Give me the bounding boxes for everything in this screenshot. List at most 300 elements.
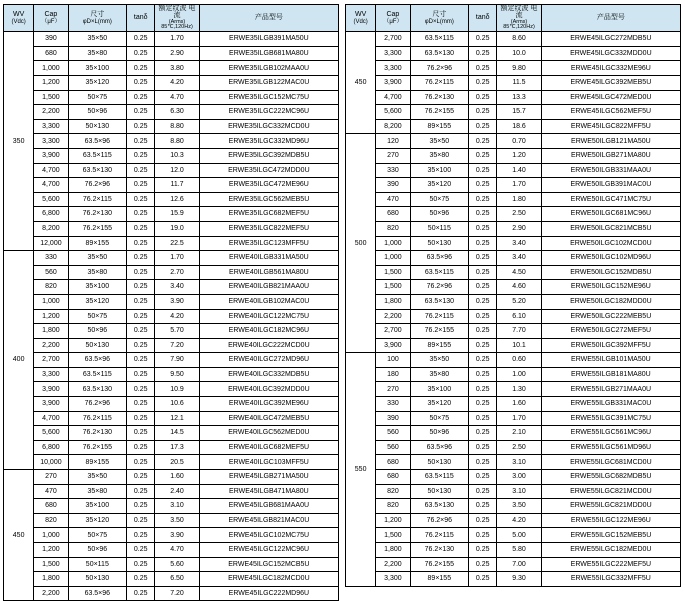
- ripple-current-cell: 11.7: [155, 178, 199, 193]
- table-row: [4, 119, 339, 134]
- voltage-group-cell: 350: [4, 32, 34, 251]
- cap-cell: 8,200: [376, 119, 410, 134]
- tan-delta-cell: 0.25: [469, 105, 497, 120]
- size-cell: 76.2×115: [68, 192, 127, 207]
- size-cell: 76.2×96: [410, 513, 469, 528]
- ripple-current-cell: 7.70: [497, 324, 541, 339]
- header-wv-unit: (Vdc): [11, 18, 26, 25]
- part-number-cell: ERWE40ILGC272MD96U: [199, 353, 338, 368]
- table-row: [4, 528, 339, 543]
- size-cell: 35×80: [68, 265, 127, 280]
- cap-cell: 1,000: [34, 294, 68, 309]
- cap-cell: 270: [376, 382, 410, 397]
- ripple-current-cell: 3.90: [155, 528, 199, 543]
- part-number-cell: ERWE35ILGC152MC75U: [199, 90, 338, 105]
- table-row: [4, 134, 339, 149]
- tan-delta-cell: 0.25: [469, 470, 497, 485]
- cap-cell: 1,200: [376, 513, 410, 528]
- size-cell: 50×96: [68, 324, 127, 339]
- ripple-current-cell: 6.50: [155, 572, 199, 587]
- ripple-current-cell: 6.30: [155, 105, 199, 120]
- table-row: [4, 324, 339, 339]
- cap-cell: 5,600: [34, 192, 68, 207]
- tan-delta-cell: 0.25: [469, 324, 497, 339]
- table-row: [4, 46, 339, 61]
- tan-delta-cell: 0.25: [469, 557, 497, 572]
- part-number-cell: ERWE40ILGC122MC75U: [199, 309, 338, 324]
- part-number-cell: ERWE45ILGC102MC75U: [199, 528, 338, 543]
- part-number-cell: ERWE40ILGC562MED0U: [199, 426, 338, 441]
- tan-delta-cell: 0.25: [127, 411, 155, 426]
- tan-delta-cell: 0.25: [469, 426, 497, 441]
- cap-cell: 390: [376, 411, 410, 426]
- cap-cell: 4,700: [34, 163, 68, 178]
- part-number-cell: ERWE45ILGC222MD96U: [199, 586, 338, 601]
- size-cell: 35×50: [410, 353, 469, 368]
- part-number-cell: ERWE55ILGC681MCD0U: [541, 455, 680, 470]
- part-number-cell: ERWE55ILGB331MAC0U: [541, 397, 680, 412]
- table-header-left: [4, 5, 339, 32]
- part-number-cell: ERWE55ILGC821MCD0U: [541, 484, 680, 499]
- size-cell: 63.5×115: [68, 148, 127, 163]
- ripple-current-cell: 5.20: [497, 294, 541, 309]
- part-number-cell: ERWE35ILGC472MDD0U: [199, 163, 338, 178]
- table-row: [346, 528, 681, 543]
- size-cell: 63.5×130: [68, 163, 127, 178]
- part-number-cell: ERWE55ILGB271MAA0U: [541, 382, 680, 397]
- tan-delta-cell: 0.25: [469, 572, 497, 587]
- cap-cell: 560: [376, 440, 410, 455]
- tan-delta-cell: 0.25: [127, 338, 155, 353]
- ripple-current-cell: 2.40: [155, 484, 199, 499]
- tan-delta-cell: 0.25: [469, 265, 497, 280]
- ripple-current-cell: 12.6: [155, 192, 199, 207]
- part-number-cell: ERWE40ILGB561MA80U: [199, 265, 338, 280]
- size-cell: 76.2×96: [68, 397, 127, 412]
- cap-cell: 560: [34, 265, 68, 280]
- ripple-current-cell: 1.30: [497, 382, 541, 397]
- tan-delta-cell: 0.25: [469, 499, 497, 514]
- part-number-cell: ERWE45ILGC472MED0U: [541, 90, 680, 105]
- cap-cell: 1,500: [376, 528, 410, 543]
- tan-delta-cell: 0.25: [127, 251, 155, 266]
- cap-cell: 3,900: [34, 397, 68, 412]
- size-cell: 35×100: [410, 382, 469, 397]
- cap-cell: 1,800: [376, 543, 410, 558]
- cap-cell: 820: [34, 513, 68, 528]
- table-row: [346, 163, 681, 178]
- cap-cell: 680: [34, 499, 68, 514]
- table-row: [346, 32, 681, 47]
- table-row: [346, 484, 681, 499]
- cap-cell: 1,000: [34, 528, 68, 543]
- ripple-current-cell: 7.20: [155, 586, 199, 601]
- tan-delta-cell: 0.25: [127, 163, 155, 178]
- tan-delta-cell: 0.25: [127, 236, 155, 251]
- table-row: [4, 192, 339, 207]
- part-number-cell: ERWE45ILGC332ME96U: [541, 61, 680, 76]
- ripple-current-cell: 15.9: [155, 207, 199, 222]
- size-cell: 76.2×130: [410, 543, 469, 558]
- cap-cell: 3,300: [34, 119, 68, 134]
- ripple-current-cell: 22.5: [155, 236, 199, 251]
- table-row: [346, 90, 681, 105]
- tan-delta-cell: 0.25: [127, 484, 155, 499]
- tan-delta-cell: 0.25: [127, 586, 155, 601]
- cap-cell: 1,200: [34, 309, 68, 324]
- header-size-unit: φD×L(mm): [82, 18, 112, 25]
- header-ripple-title: 额定纹波: [158, 5, 187, 12]
- table-row: [346, 338, 681, 353]
- voltage-group-cell: 450: [346, 32, 376, 134]
- size-cell: 89×155: [410, 572, 469, 587]
- size-cell: 63.5×115: [410, 265, 469, 280]
- header-wv-title: WV: [12, 11, 25, 19]
- size-cell: 50×115: [68, 557, 127, 572]
- part-number-cell: ERWE40ILGC392ME96U: [199, 397, 338, 412]
- tan-delta-cell: 0.25: [127, 192, 155, 207]
- header-ripple-cond: 85℃,120Hz): [503, 24, 535, 31]
- size-cell: 76.2×115: [410, 76, 469, 91]
- ripple-current-cell: 1.20: [497, 148, 541, 163]
- table-row: [4, 353, 339, 368]
- tan-delta-cell: 0.25: [469, 382, 497, 397]
- part-number-cell: ERWE50ILGC821MCB5U: [541, 221, 680, 236]
- cap-cell: 330: [376, 163, 410, 178]
- cap-cell: 820: [34, 280, 68, 295]
- ripple-current-cell: 3.50: [497, 499, 541, 514]
- cap-cell: 3,900: [376, 338, 410, 353]
- size-cell: 89×155: [68, 236, 127, 251]
- part-number-cell: ERWE45ILGB471MA80U: [199, 484, 338, 499]
- tan-delta-cell: 0.25: [469, 148, 497, 163]
- part-number-cell: ERWE55ILGC391MC75U: [541, 411, 680, 426]
- table-row: [346, 207, 681, 222]
- header-tan: [469, 5, 497, 32]
- ripple-current-cell: 2.90: [155, 46, 199, 61]
- part-number-cell: ERWE55ILGC122ME96U: [541, 513, 680, 528]
- ripple-current-cell: 14.5: [155, 426, 199, 441]
- part-number-cell: ERWE35ILGB102MAA0U: [199, 61, 338, 76]
- ripple-current-cell: 20.5: [155, 455, 199, 470]
- table-row: [4, 163, 339, 178]
- size-cell: 63.5×96: [410, 440, 469, 455]
- cap-cell: 1,000: [376, 236, 410, 251]
- tan-delta-cell: 0.25: [127, 178, 155, 193]
- tan-delta-cell: 0.25: [127, 426, 155, 441]
- table-row: [4, 426, 339, 441]
- ripple-current-cell: 3.10: [497, 455, 541, 470]
- size-cell: 35×100: [68, 280, 127, 295]
- cap-cell: 8,200: [34, 221, 68, 236]
- table-row: [346, 119, 681, 134]
- ripple-current-cell: 3.10: [497, 484, 541, 499]
- part-number-cell: ERWE35ILGC562MEB5U: [199, 192, 338, 207]
- part-number-cell: ERWE40ILGC472MEB5U: [199, 411, 338, 426]
- part-number-cell: ERWE35ILGC682MEF5U: [199, 207, 338, 222]
- size-cell: 63.5×96: [68, 586, 127, 601]
- tan-delta-cell: 0.25: [127, 367, 155, 382]
- size-cell: 76.2×96: [410, 61, 469, 76]
- ripple-current-cell: 10.1: [497, 338, 541, 353]
- cap-cell: 3,900: [34, 148, 68, 163]
- cap-cell: 1,000: [376, 251, 410, 266]
- size-cell: 50×96: [410, 426, 469, 441]
- tan-delta-cell: 0.25: [127, 543, 155, 558]
- ripple-current-cell: 9.30: [497, 572, 541, 587]
- voltage-group-cell: 450: [4, 470, 34, 601]
- part-number-cell: ERWE40ILGC392MDD0U: [199, 382, 338, 397]
- part-number-cell: ERWE50ILGC102MCD0U: [541, 236, 680, 251]
- tan-delta-cell: 0.25: [127, 294, 155, 309]
- header-tan-title: tanδ: [133, 14, 148, 22]
- tan-delta-cell: 0.25: [127, 134, 155, 149]
- part-number-cell: ERWE45ILGC392MEB5U: [541, 76, 680, 91]
- header-part-number: [199, 5, 338, 32]
- cap-cell: 470: [34, 484, 68, 499]
- cap-cell: 330: [376, 397, 410, 412]
- size-cell: 35×120: [410, 397, 469, 412]
- part-number-cell: ERWE55ILGB101MA50U: [541, 353, 680, 368]
- tan-delta-cell: 0.25: [127, 353, 155, 368]
- size-cell: 63.5×96: [68, 353, 127, 368]
- header-wv-title: WV: [354, 11, 367, 19]
- table-row: [4, 221, 339, 236]
- ripple-current-cell: 1.70: [497, 411, 541, 426]
- table-row: [4, 411, 339, 426]
- ripple-current-cell: 4.70: [155, 90, 199, 105]
- tan-delta-cell: 0.25: [127, 557, 155, 572]
- tan-delta-cell: 0.25: [127, 119, 155, 134]
- part-number-cell: ERWE35ILGC822MEF5U: [199, 221, 338, 236]
- size-cell: 50×75: [68, 528, 127, 543]
- ripple-current-cell: 0.60: [497, 353, 541, 368]
- header-cap-unit: （μF）: [41, 18, 61, 25]
- tan-delta-cell: 0.25: [127, 309, 155, 324]
- size-cell: 63.5×115: [410, 470, 469, 485]
- header-size-title: 尺寸: [432, 11, 447, 19]
- cap-cell: 820: [376, 484, 410, 499]
- cap-cell: 1,500: [376, 265, 410, 280]
- cap-cell: 2,200: [34, 586, 68, 601]
- table-row: [346, 367, 681, 382]
- size-cell: 50×96: [68, 543, 127, 558]
- cap-cell: 3,900: [376, 76, 410, 91]
- tan-delta-cell: 0.25: [127, 90, 155, 105]
- cap-cell: 6,800: [34, 207, 68, 222]
- header-part-number: [541, 5, 680, 32]
- ripple-current-cell: 1.70: [155, 251, 199, 266]
- tan-delta-cell: 0.25: [127, 265, 155, 280]
- ripple-current-cell: 1.70: [497, 178, 541, 193]
- ripple-current-cell: 18.6: [497, 119, 541, 134]
- table-row: [346, 543, 681, 558]
- part-number-cell: ERWE50ILGC102MD96U: [541, 251, 680, 266]
- tan-delta-cell: 0.25: [127, 105, 155, 120]
- size-cell: 76.2×155: [68, 440, 127, 455]
- part-number-cell: ERWE45ILGC152MCB5U: [199, 557, 338, 572]
- size-cell: 76.2×130: [68, 426, 127, 441]
- tan-delta-cell: 0.25: [469, 280, 497, 295]
- tan-delta-cell: 0.25: [469, 119, 497, 134]
- part-number-cell: ERWE45ILGB821MAC0U: [199, 513, 338, 528]
- cap-cell: 5,600: [376, 105, 410, 120]
- tan-delta-cell: 0.25: [469, 513, 497, 528]
- cap-cell: 10,000: [34, 455, 68, 470]
- cap-cell: 3,900: [34, 382, 68, 397]
- size-cell: 76.2×155: [410, 105, 469, 120]
- ripple-current-cell: 11.5: [497, 76, 541, 91]
- tan-delta-cell: 0.25: [127, 513, 155, 528]
- size-cell: 35×80: [410, 148, 469, 163]
- ripple-current-cell: 2.50: [497, 440, 541, 455]
- tan-delta-cell: 0.25: [469, 367, 497, 382]
- size-cell: 63.5×115: [68, 367, 127, 382]
- part-number-cell: ERWE55ILGC561MC96U: [541, 426, 680, 441]
- cap-cell: 3,300: [376, 61, 410, 76]
- header-ripple-unit: (Arms): [510, 18, 528, 25]
- tan-delta-cell: 0.25: [127, 455, 155, 470]
- table-row: [346, 280, 681, 295]
- ripple-current-cell: 7.20: [155, 338, 199, 353]
- table-row: [346, 572, 681, 587]
- cap-cell: 1,500: [34, 90, 68, 105]
- size-cell: 76.2×155: [68, 221, 127, 236]
- size-cell: 50×96: [68, 105, 127, 120]
- table-row: [346, 192, 681, 207]
- part-number-cell: ERWE50ILGB271MA80U: [541, 148, 680, 163]
- cap-cell: 2,700: [376, 32, 410, 47]
- tan-delta-cell: 0.25: [127, 324, 155, 339]
- tan-delta-cell: 0.25: [469, 309, 497, 324]
- size-cell: 89×155: [410, 119, 469, 134]
- size-cell: 76.2×115: [68, 411, 127, 426]
- ripple-current-cell: 13.3: [497, 90, 541, 105]
- ripple-current-cell: 12.0: [155, 163, 199, 178]
- part-number-cell: ERWE50ILGB121MA50U: [541, 134, 680, 149]
- size-cell: 35×80: [68, 46, 127, 61]
- part-number-cell: ERWE45ILGC562MEF5U: [541, 105, 680, 120]
- table-row: [346, 513, 681, 528]
- size-cell: 76.2×155: [410, 557, 469, 572]
- ripple-current-cell: 0.70: [497, 134, 541, 149]
- part-number-cell: ERWE40ILGC103MFF5U: [199, 455, 338, 470]
- part-number-cell: ERWE50ILGC681MC96U: [541, 207, 680, 222]
- size-cell: 50×130: [68, 119, 127, 134]
- cap-cell: 270: [376, 148, 410, 163]
- cap-cell: 1,500: [376, 280, 410, 295]
- tan-delta-cell: 0.25: [127, 46, 155, 61]
- table-row: [4, 367, 339, 382]
- part-number-cell: ERWE45ILGC272MDB5U: [541, 32, 680, 47]
- size-cell: 63.5×96: [68, 134, 127, 149]
- voltage-group-cell: 500: [346, 134, 376, 353]
- ripple-current-cell: 8.80: [155, 119, 199, 134]
- cap-cell: 1,800: [34, 572, 68, 587]
- table-row: [4, 251, 339, 266]
- tan-delta-cell: 0.25: [127, 528, 155, 543]
- header-ripple-title2: 电流: [515, 5, 538, 20]
- cap-cell: 2,200: [376, 557, 410, 572]
- table-row: [4, 513, 339, 528]
- size-cell: 50×75: [68, 309, 127, 324]
- tan-delta-cell: 0.25: [469, 528, 497, 543]
- size-cell: 63.5×130: [68, 382, 127, 397]
- voltage-group-cell: 400: [4, 251, 34, 470]
- part-number-cell: ERWE40ILGC182MC96U: [199, 324, 338, 339]
- header-tan-title: tanδ: [475, 14, 490, 22]
- header-tan: [127, 5, 155, 32]
- part-number-cell: ERWE40ILGB821MAA0U: [199, 280, 338, 295]
- header-wv: [346, 5, 376, 32]
- size-cell: 35×80: [410, 367, 469, 382]
- table-row: [4, 455, 339, 470]
- cap-cell: 1,800: [376, 294, 410, 309]
- size-cell: 35×120: [68, 76, 127, 91]
- tan-delta-cell: 0.25: [469, 134, 497, 149]
- tan-delta-cell: 0.25: [469, 76, 497, 91]
- part-number-cell: ERWE45ILGC822MFF5U: [541, 119, 680, 134]
- table-row: [346, 382, 681, 397]
- ripple-current-cell: 8.60: [497, 32, 541, 47]
- cap-cell: 1,200: [34, 543, 68, 558]
- cap-cell: 330: [34, 251, 68, 266]
- table-body-right: [346, 32, 681, 587]
- cap-cell: 680: [34, 46, 68, 61]
- tan-delta-cell: 0.25: [127, 499, 155, 514]
- table-row: [4, 382, 339, 397]
- cap-cell: 4,700: [376, 90, 410, 105]
- size-cell: 35×80: [68, 484, 127, 499]
- part-number-cell: ERWE45ILGB271MA50U: [199, 470, 338, 485]
- size-cell: 63.5×96: [410, 251, 469, 266]
- cap-cell: 6,800: [34, 440, 68, 455]
- ripple-current-cell: 2.10: [497, 426, 541, 441]
- size-cell: 89×155: [410, 338, 469, 353]
- part-number-cell: ERWE55ILGC222MEF5U: [541, 557, 680, 572]
- size-cell: 76.2×115: [410, 528, 469, 543]
- cap-cell: 12,000: [34, 236, 68, 251]
- table-row: [346, 134, 681, 149]
- header-cap-title: Cap: [44, 11, 58, 19]
- ripple-current-cell: 4.20: [155, 76, 199, 91]
- part-number-cell: ERWE40ILGC332MDB5U: [199, 367, 338, 382]
- cap-cell: 680: [376, 207, 410, 222]
- size-cell: 50×130: [410, 236, 469, 251]
- header-ripple-title: 额定纹波: [500, 5, 529, 12]
- tan-delta-cell: 0.25: [469, 90, 497, 105]
- tan-delta-cell: 0.25: [469, 294, 497, 309]
- header-size: [410, 5, 469, 32]
- cap-cell: 820: [376, 499, 410, 514]
- ripple-current-cell: 3.00: [497, 470, 541, 485]
- cap-cell: 390: [376, 178, 410, 193]
- header-wv: [4, 5, 34, 32]
- table-row: [4, 90, 339, 105]
- header-ripple: [497, 5, 541, 32]
- part-number-cell: ERWE40ILGB331MA50U: [199, 251, 338, 266]
- table-row: [4, 236, 339, 251]
- table-row: [4, 470, 339, 485]
- table-row: [4, 484, 339, 499]
- ripple-current-cell: 1.00: [497, 367, 541, 382]
- tan-delta-cell: 0.25: [127, 148, 155, 163]
- tan-delta-cell: 0.25: [469, 46, 497, 61]
- tan-delta-cell: 0.25: [469, 411, 497, 426]
- tan-delta-cell: 0.25: [127, 382, 155, 397]
- ripple-current-cell: 1.80: [497, 192, 541, 207]
- header-size: [68, 5, 127, 32]
